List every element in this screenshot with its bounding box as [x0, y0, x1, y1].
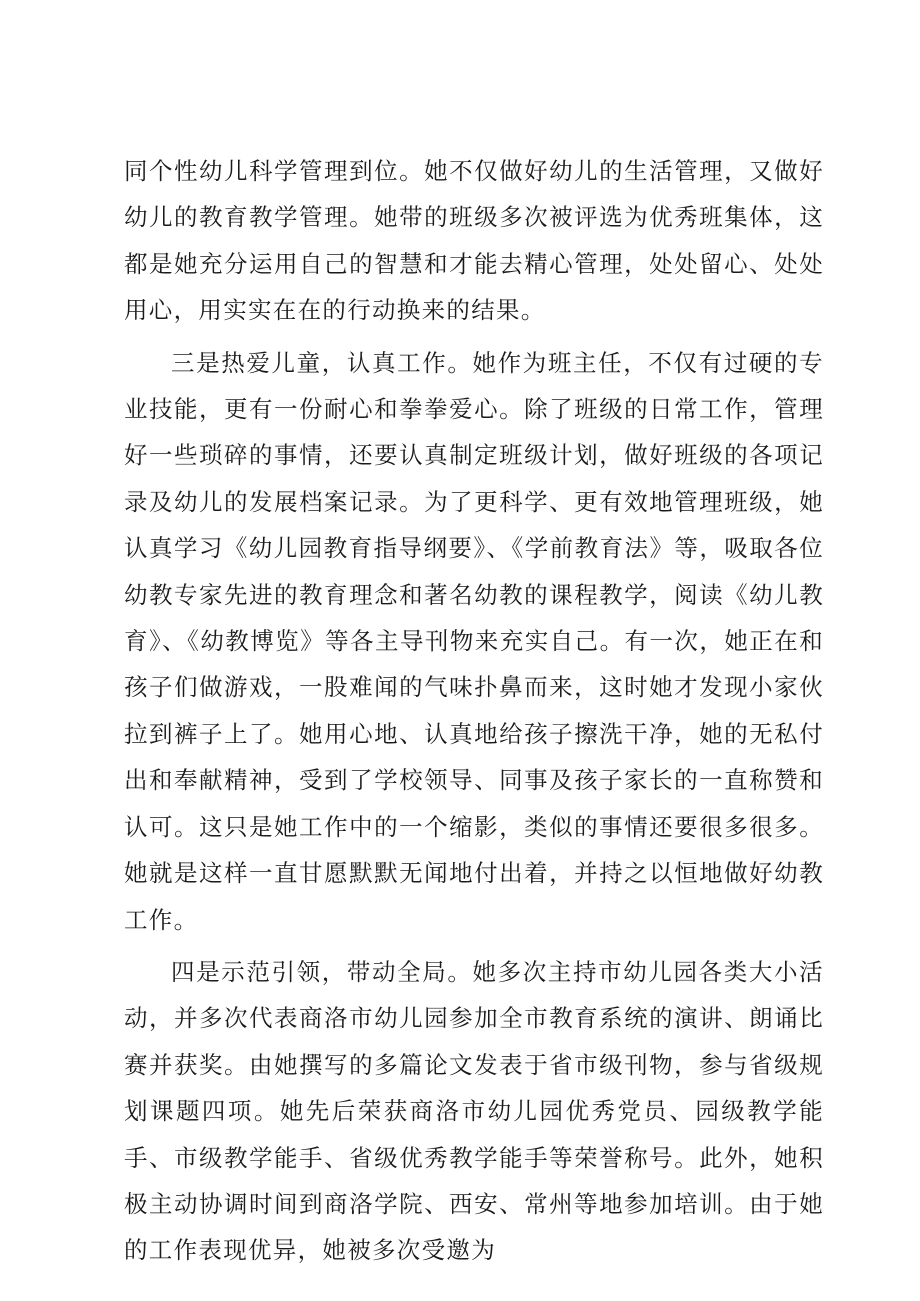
paragraph-2: 三是热爱儿童，认真工作。她作为班主任，不仅有过硬的专业技能，更有一份耐心和拳拳爱心。除了班级的日常工作，管理好一些琐碎的事情，还要认真制定班级计划，做好班级的各项记录及幼儿的发展档案记录。为了更科学、更有效地管理班级，她认真学习《幼儿园教育指导纲要》、《学前教育法》等，吸取各位幼教专家先进的教育理念和著名幼教的课程教学，阅读《幼儿教育》、《幼教博览》等各主导刊物来充实自己。有一次，她正在和孩子们做游戏，一股难闻的气味扑鼻而来，这时她才发现小家伙拉到裤子上了。她用心地、认真地给孩子擦洗干净，她的无私付出和奉献精神，受到了学校领导、同事及孩子家长的一直称赞和认可。这只是她工作中的一个缩影，类似的事情还要很多很多。她就是这样一直甘愿默默无闻地付出着，并持之以恒地做好幼教工作。 — [124, 348, 824, 934]
body-text — [124, 148, 824, 1274]
paragraph-1: 同个性幼儿科学管理到位。她不仅做好幼儿的生活管理，又做好幼儿的教育教学管理。她带的班级多次被评选为优秀班集体，这都是她充分运用自己的智慧和才能去精心管理，处处留心、处处用心，用实实在在的行动换来的结果。 — [124, 157, 824, 325]
paragraph-3: 四是示范引领，带动全局。她多次主持市幼儿园各类大小活动，并多次代表商洛市幼儿园参加全市教育系统的演讲、朗诵比赛并获奖。由她撰写的多篇论文发表于省市级刊物，参与省级规划课题四项。她先后荣获商洛市幼儿园优秀党员、园级教学能手、市级教学能手、省级优秀教学能手等荣誉称号。此外，她积极主动协调时间到商洛学院、西安、常州等地参加培训。由于她的工作表现优异，她被多次受邀为 — [124, 957, 824, 1265]
